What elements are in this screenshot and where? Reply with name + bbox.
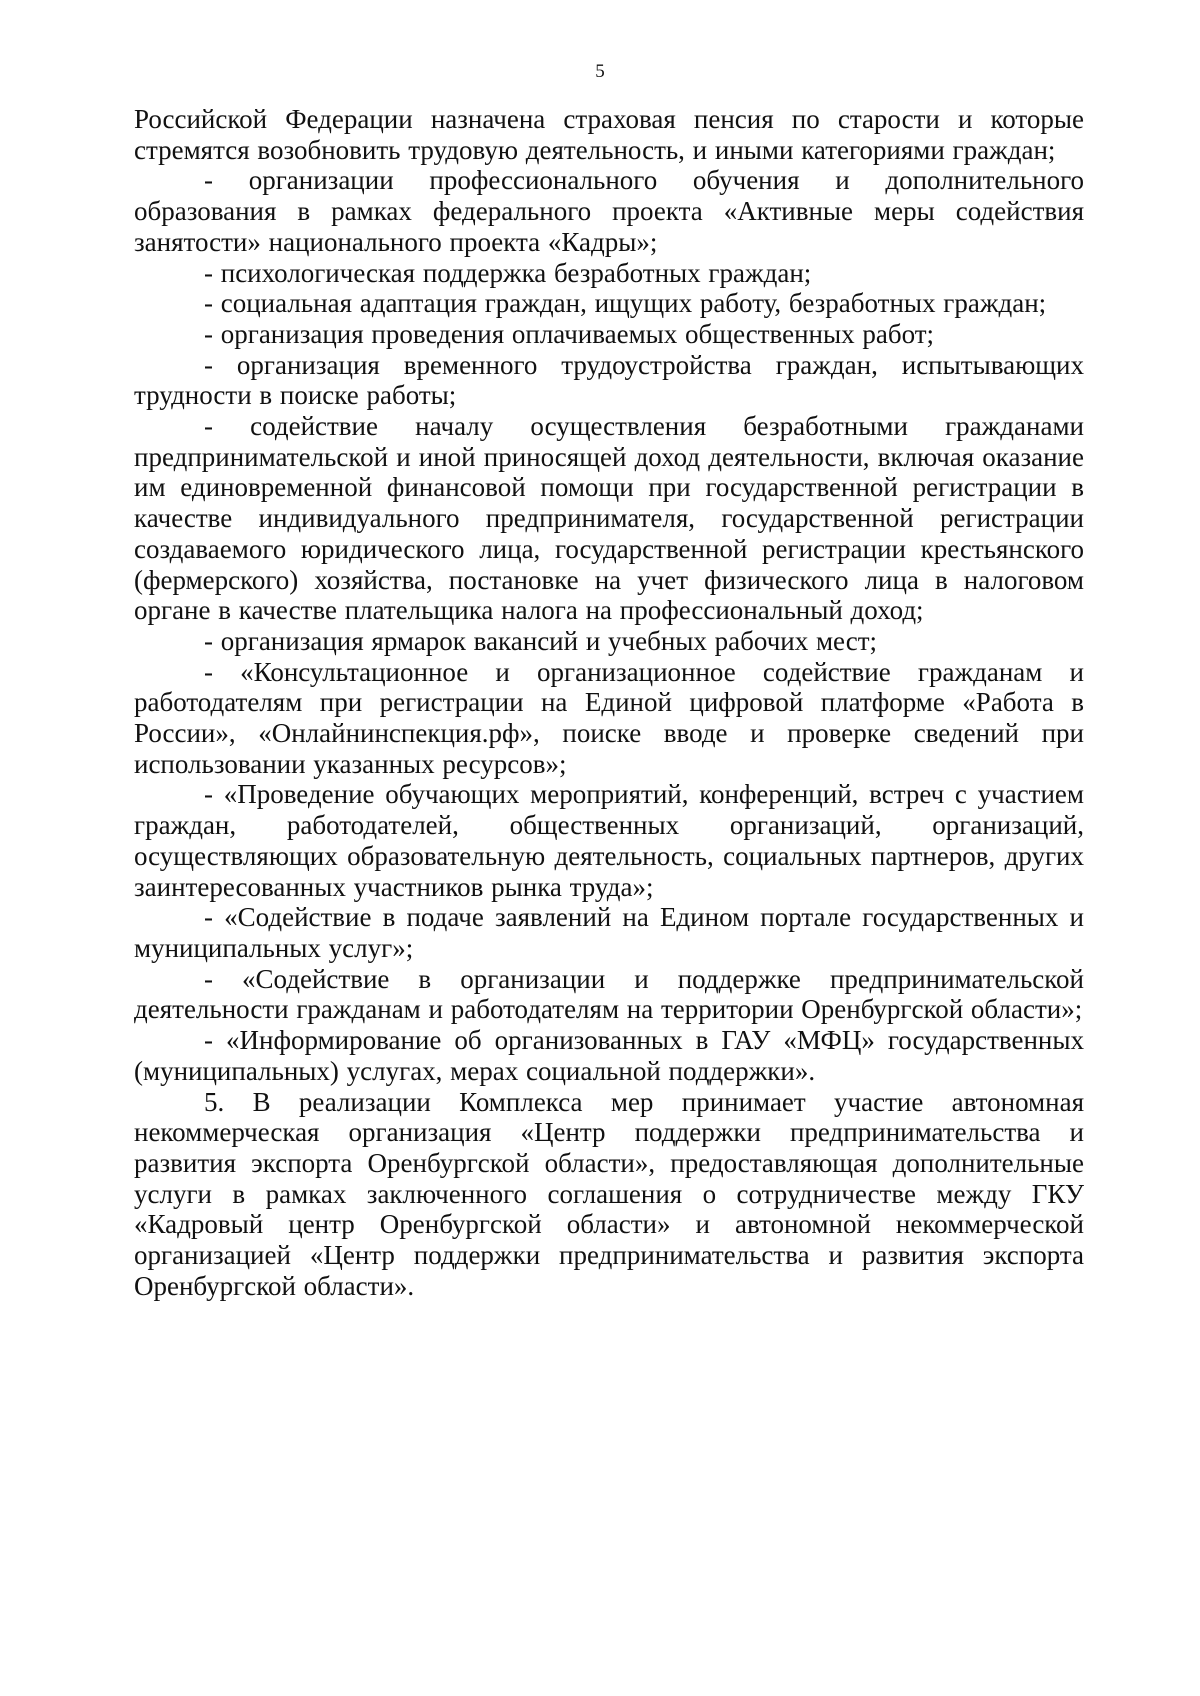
list-item-psychological-support: - психологическая поддержка безработных граждан; bbox=[204, 257, 812, 288]
list-item-portal-applications: - «Содействие в подаче заявлений на Едином портале государственных и муниципальных услуг»; bbox=[134, 902, 1084, 963]
paragraph-continuation: Российской Федерации назначена страховая пенсия по старости и которые стремятся возобновить трудовую деятельность, и иными категориями граждан; bbox=[134, 104, 1084, 165]
page-number: 5 bbox=[595, 61, 605, 82]
list-item-entrepreneurship-support: - содействие началу осуществления безработными гражданами предпринимательской и иной приносящей доход деятельности, включая оказание им единовременной финансовой помощи при государственной регистрации в качестве индивидуального предпринимателя, государственной регистрации создаваемого юридического лица, государственной регистрации крестьянского (фермерского) хозяйства, постановке на учет физического лица в налоговом органе в качестве плательщика налога на профессиональный доход; bbox=[134, 411, 1084, 626]
list-item-public-works: - организация проведения оплачиваемых общественных работ; bbox=[204, 318, 935, 349]
section-5-paragraph: 5. В реализации Комплекса мер принимает участие автономная некоммерческая организация «Центр поддержки предпринимательства и развития экспорта Оренбургской области», предоставляющая дополнительные услуги в рамках заключенного соглашения о сотрудничестве между ГКУ «Кадровый центр Оренбургской области» и автономной некоммерческой организацией «Центр поддержки предпринимательства и развития экспорта Оренбургской области». bbox=[134, 1086, 1084, 1301]
list-item-mfc-informing: - «Информирование об организованных в ГАУ «МФЦ» государственных (муниципальных) услугах, мерах социальной поддержки». bbox=[134, 1025, 1084, 1086]
list-item-business-support: - «Содействие в организации и поддержке предпринимательской деятельности гражданам и работодателям на территории Оренбургской области»; bbox=[134, 963, 1084, 1025]
list-item-professional-training: - организации профессионального обучения и дополнительного образования в рамках федерального проекта «Активные меры содействия занятости» национального проекта «Кадры»; bbox=[134, 165, 1084, 257]
list-item-social-adaptation: - социальная адаптация граждан, ищущих работу, безработных граждан; bbox=[204, 288, 1047, 319]
list-item-platform-consulting: - «Консультационное и организационное содействие гражданам и работодателям при регистрации на Единой цифровой платформе «Работа в России», «Онлайнинспекция.рф», поиске вводе и проверке сведений при использовании указанных ресурсов»; bbox=[134, 656, 1084, 779]
document-body bbox=[134, 104, 1084, 1301]
list-item-job-fairs: - организация ярмарок вакансий и учебных рабочих мест; bbox=[204, 625, 877, 656]
list-item-temporary-employment: - организация временного трудоустройства граждан, испытывающих трудности в поиске работы; bbox=[134, 349, 1084, 411]
list-item-training-events: - «Проведение обучающих мероприятий, конференций, встреч с участием граждан, работодателей, общественных организаций, организаций, осуществляющих образовательную деятельность, социальных партнеров, других заинтересованных участников рынка труда»; bbox=[134, 779, 1084, 902]
